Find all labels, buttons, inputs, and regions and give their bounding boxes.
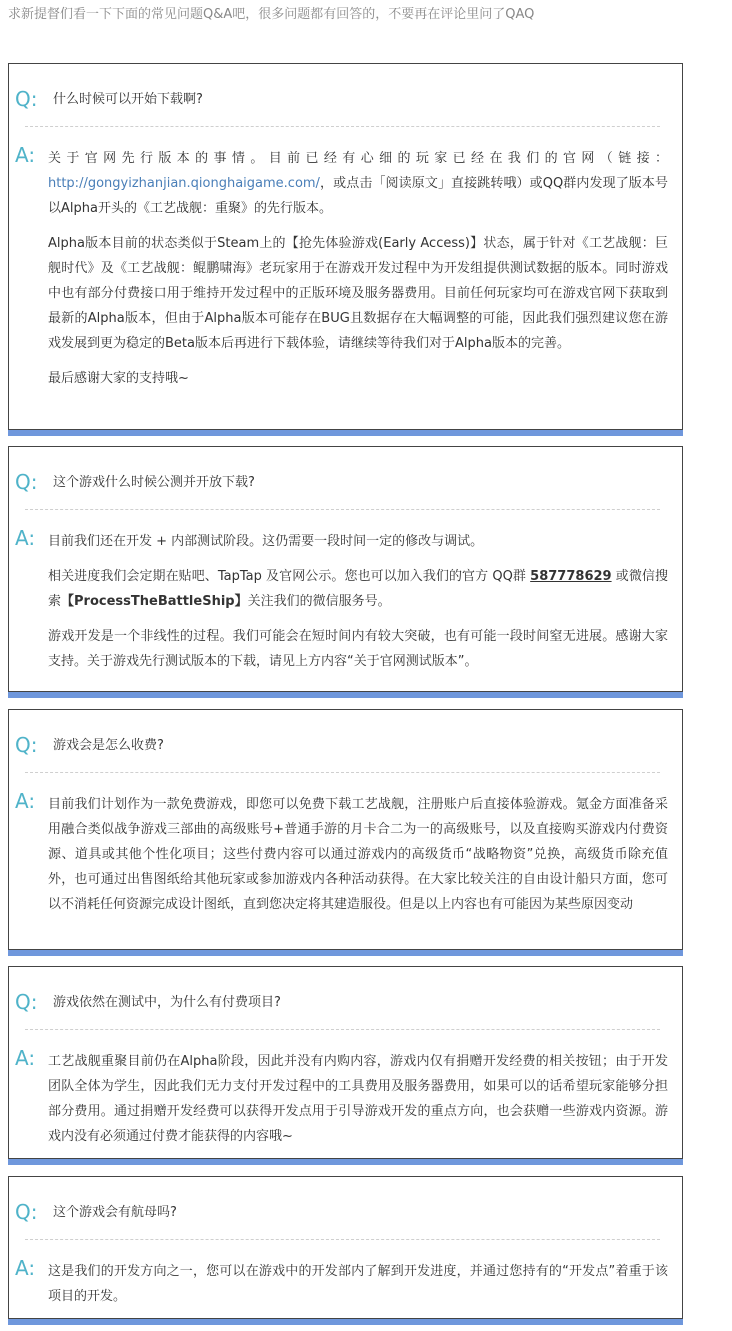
question-text: 游戏会是怎么收费? <box>53 738 164 753</box>
dashed-divider <box>25 509 660 510</box>
answer-mark-label: A: <box>15 1256 36 1280</box>
faq-card <box>8 966 683 1159</box>
question-row <box>9 64 682 126</box>
question-row <box>9 967 682 1029</box>
answer-text: 或微信搜索 <box>48 569 668 609</box>
question-mark-label: Q: <box>15 733 38 757</box>
faq-card <box>8 709 683 950</box>
answer-text: 相关进度我们会定期在贴吧、TapTap 及官网公示。您也可以加入我们的官方 QQ群 <box>48 569 531 584</box>
answer-paragraph: 这是我们的开发方向之一，您可以在游戏中的开发部内了解到开发进度，并通过您持有的“开发点”着重于该项目的开发。 <box>48 1264 668 1304</box>
question-row <box>9 710 682 772</box>
dashed-divider <box>25 126 660 127</box>
dashed-divider <box>25 772 660 773</box>
answer-body <box>48 529 668 674</box>
answer-text: ，或点击「阅读原文」直接跳转哦）或QQ群内发现了版本号以Alpha开头的《工艺战舰：重聚》的先行版本。 <box>48 176 668 216</box>
faq-card <box>8 1176 683 1319</box>
answer-mark-label: A: <box>15 526 36 550</box>
question-text: 这个游戏什么时候公测并开放下载? <box>53 475 255 490</box>
question-mark-label: Q: <box>15 1200 38 1224</box>
qq-group-number: 587778629 <box>530 569 612 584</box>
answer-paragraph: 最后感谢大家的支持哦~ <box>48 371 189 386</box>
answer-paragraph: 工艺战舰重聚目前仍在Alpha阶段，因此并没有内购内容，游戏内仅有捐赠开发经费的相关按钮；由于开发团队全体为学生，因此我们无力支付开发过程中的工具费用及服务器费用，如果可以的话希望玩家能够分担部分费用。通过捐赠开发经费可以获得开发点用于引导游戏开发的重点方向，也会获赠一些游戏内资源。游戏内没有必须通过付费才能获得的内容哦~ <box>48 1054 668 1144</box>
answer-body <box>48 1259 668 1309</box>
dashed-divider <box>25 1239 660 1240</box>
official-site-link[interactable]: http://gongyizhanjian.qionghaigame.com/ <box>48 176 320 191</box>
question-row <box>9 447 682 509</box>
answer-body <box>48 1049 668 1149</box>
question-row <box>9 1177 682 1239</box>
answer-mark-label: A: <box>15 143 36 167</box>
answer-paragraph: 目前我们计划作为一款免费游戏，即您可以免费下载工艺战舰，注册账户后直接体验游戏。氪金方面准备采用融合类似战争游戏三部曲的高级账号+普通手游的月卡合二为一的高级账号，以及直接购买游戏内付费资源、道具或其他个性化项目；这些付费内容可以通过游戏内的高级货币“战略物资”兑换，高级货币除充值外，也可通过出售图纸给其他玩家或参加游戏内各种活动获得。在大家比较关注的自由设计船只方面，您可以不消耗任何资源完成设计图纸，直到您决定将其建造服役。但是以上内容也有可能因为某些原因变动 <box>48 797 668 912</box>
question-mark-label: Q: <box>15 470 38 494</box>
question-mark-label: Q: <box>15 990 38 1014</box>
answer-paragraph <box>48 146 668 221</box>
answer-paragraph: Alpha版本目前的状态类似于Steam上的【抢先体验游戏(Early Access)】状态，属于针对《工艺战舰：巨舰时代》及《工艺战舰：鲲鹏啸海》老玩家用于在游戏开发过程中为开发组提供测试数据的版本。同时游戏中也有部分付费接口用于维持开发过程中的正版环境及服务器费用。目前任何玩家均可在游戏官网下获取到最新的Alpha版本，但由于Alpha版本可能存在BUG且数据存在大幅调整的可能，因此我们强烈建议您在游戏发展到更为稳定的Beta版本后再进行下载体验，请继续等待我们对于Alpha版本的完善。 <box>48 236 668 351</box>
dashed-divider <box>25 1029 660 1030</box>
answer-mark-label: A: <box>15 789 36 813</box>
answer-text: 关注我们的微信服务号。 <box>247 594 391 609</box>
answer-mark-label: A: <box>15 1046 36 1070</box>
question-text: 游戏依然在测试中，为什么有付费项目? <box>53 995 281 1010</box>
intro-text: 求新提督们看一下下面的常见问题Q&A吧，很多问题都有回答的，不要再在评论里问了QAQ <box>8 7 535 22</box>
wechat-account-name: 【ProcessTheBattleShip】 <box>61 594 248 609</box>
answer-paragraph: 目前我们还在开发 + 内部测试阶段。这仍需要一段时间一定的修改与调试。 <box>48 534 484 549</box>
question-mark-label: Q: <box>15 87 38 111</box>
answer-paragraph: 游戏开发是一个非线性的过程。我们可能会在短时间内有较大突破，也有可能一段时间窒无进展。感谢大家支持。关于游戏先行测试版本的下载，请见上方内容“关于官网测试版本”。 <box>48 629 668 669</box>
answer-paragraph <box>48 564 668 614</box>
faq-card <box>8 63 683 430</box>
question-text: 什么时候可以开始下载啊? <box>53 92 203 107</box>
faq-card <box>8 446 683 692</box>
answer-body <box>48 146 668 391</box>
question-text: 这个游戏会有航母吗? <box>53 1205 177 1220</box>
answer-body <box>48 792 668 917</box>
answer-text: 关于官网先行版本的事情。目前已经有心细的玩家已经在我们的官网（链接： <box>48 151 668 166</box>
